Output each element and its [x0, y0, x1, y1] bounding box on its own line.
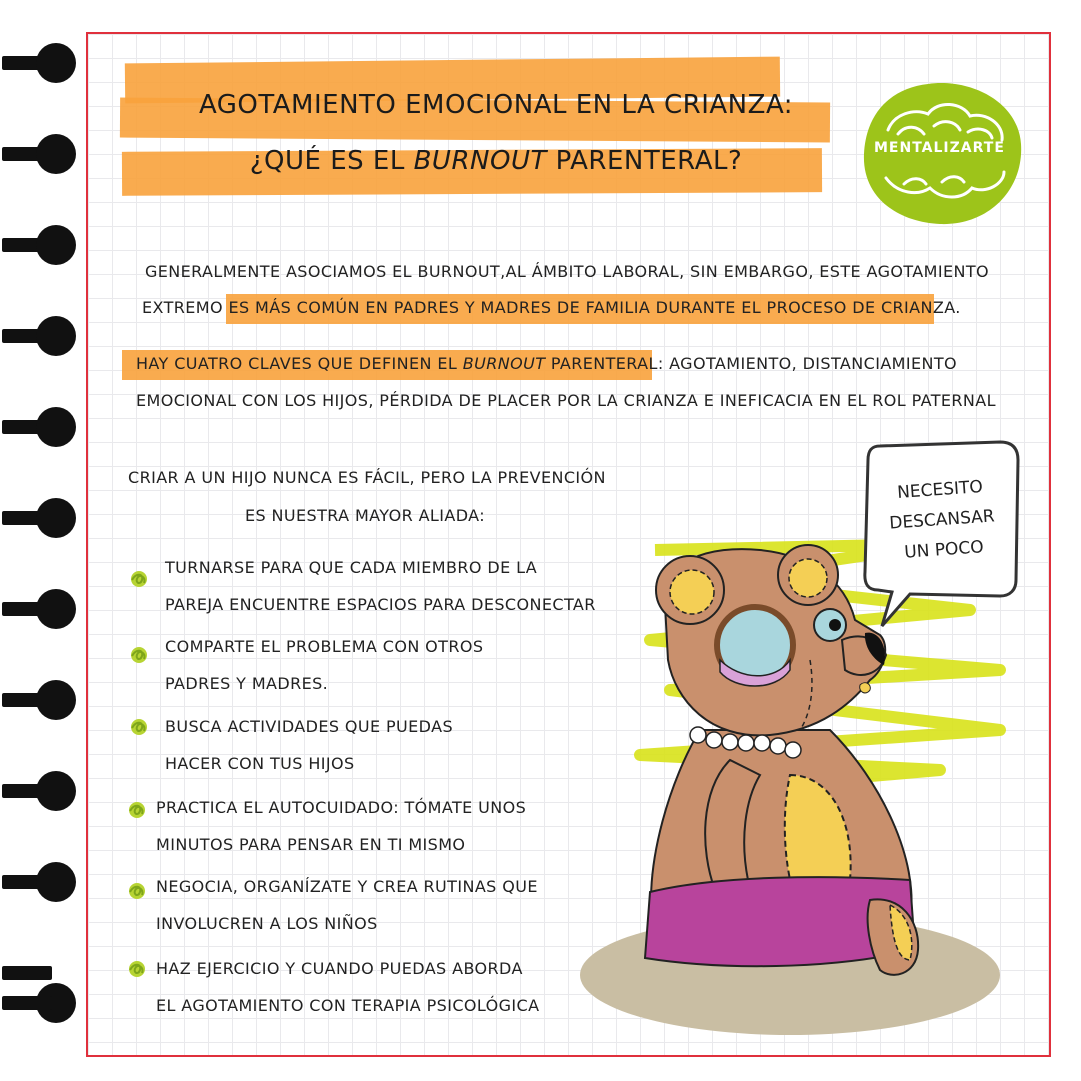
intro-line2-prefix: EXTREMO [142, 298, 229, 317]
speech-bubble-line3: UN POCO [903, 537, 985, 563]
keys-line2: EMOCIONAL CON LOS HIJOS, PÉRDIDA DE PLACER POR LA CRIANZA E INEFICACIA EN EL ROL PATERNAL [136, 391, 996, 410]
binding-ring [2, 862, 76, 902]
binding-ring [2, 43, 76, 83]
keys-line1 [136, 354, 957, 373]
binding-ring [2, 498, 76, 538]
tip-line1: BUSCA ACTIVIDADES QUE PUEDAS [165, 717, 454, 736]
keys-line1-suffix: PARENTERAL: AGOTAMIENTO, DISTANCIAMIENTO [545, 354, 958, 373]
bear-pupil [829, 619, 841, 631]
bear-ear-left-inner [670, 570, 714, 614]
tip-line1: PRACTICA EL AUTOCUIDADO: TÓMATE UNOS [156, 798, 527, 817]
binding-ring [2, 407, 76, 447]
tip-line1: COMPARTE EL PROBLEMA CON OTROS [165, 637, 484, 656]
spiral-binding [0, 0, 90, 1081]
binding-ring [2, 134, 76, 174]
bear-ear-right-inner [789, 559, 827, 597]
keys-line1-prefix: HAY CUATRO CLAVES QUE DEFINEN EL [136, 354, 463, 373]
green-scribble-icon [128, 716, 150, 738]
green-scribble-icon [128, 568, 150, 590]
tip-line2: PAREJA ENCUENTRE ESPACIOS PARA DESCONECTAR [165, 595, 596, 614]
tip-line2: HACER CON TUS HIJOS [165, 754, 355, 773]
tip-line2: MINUTOS PARA PENSAR EN TI MISMO [156, 835, 466, 854]
page-title-line1: AGOTAMIENTO EMOCIONAL EN LA CRIANZA: [198, 90, 794, 120]
binding-ring [2, 771, 76, 811]
intro-line1: GENERALMENTE ASOCIAMOS EL BURNOUT,AL ÁMBITO LABORAL, SIN EMBARGO, ESTE AGOTAMIENTO [145, 262, 990, 281]
binding-ring [2, 966, 76, 1023]
green-scribble-icon [126, 880, 148, 902]
green-scribble-icon [126, 958, 148, 980]
title-prefix: ¿QUÉ ES EL [249, 146, 414, 176]
tip-line1: HAZ EJERCICIO Y CUANDO PUEDAS ABORDA [156, 959, 523, 978]
speech-bubble-line1: NECESITO [896, 477, 984, 503]
binding-ring [2, 316, 76, 356]
prevention-line1: CRIAR A UN HIJO NUNCA ES FÁCIL, PERO LA PREVENCIÓN [128, 468, 606, 487]
title-suffix: PARENTERAL? [546, 146, 743, 176]
green-scribble-icon [128, 644, 150, 666]
speech-bubble-line2: DESCANSAR [888, 506, 996, 534]
tip-line1: TURNARSE PARA QUE CADA MIEMBRO DE LA [165, 558, 538, 577]
bear-cheek [860, 683, 871, 693]
prevention-line2: ES NUESTRA MAYOR ALIADA: [245, 506, 485, 525]
intro-line2 [142, 298, 961, 317]
keys-line1-italic: BURNOUT [462, 354, 546, 373]
tip-line2: EL AGOTAMIENTO CON TERAPIA PSICOLÓGICA [156, 996, 540, 1015]
intro-line2-highlight: ES MÁS COMÚN EN PADRES Y MADRES DE FAMILIA DURANTE EL PROCESO DE CRIANZA. [228, 298, 961, 317]
tip-line2: PADRES Y MADRES. [165, 674, 329, 693]
binding-ring [2, 680, 76, 720]
tip-line1: NEGOCIA, ORGANÍZATE Y CREA RUTINAS QUE [156, 877, 538, 896]
page-title-line2 [86, 146, 906, 176]
title-italic: BURNOUT [413, 146, 547, 176]
binding-ring [2, 225, 76, 265]
green-scribble-icon [126, 799, 148, 821]
binding-ring [2, 589, 76, 629]
logo-text: MENTALIZARTE [874, 140, 1005, 156]
tip-line2: INVOLUCREN A LOS NIÑOS [156, 914, 378, 933]
